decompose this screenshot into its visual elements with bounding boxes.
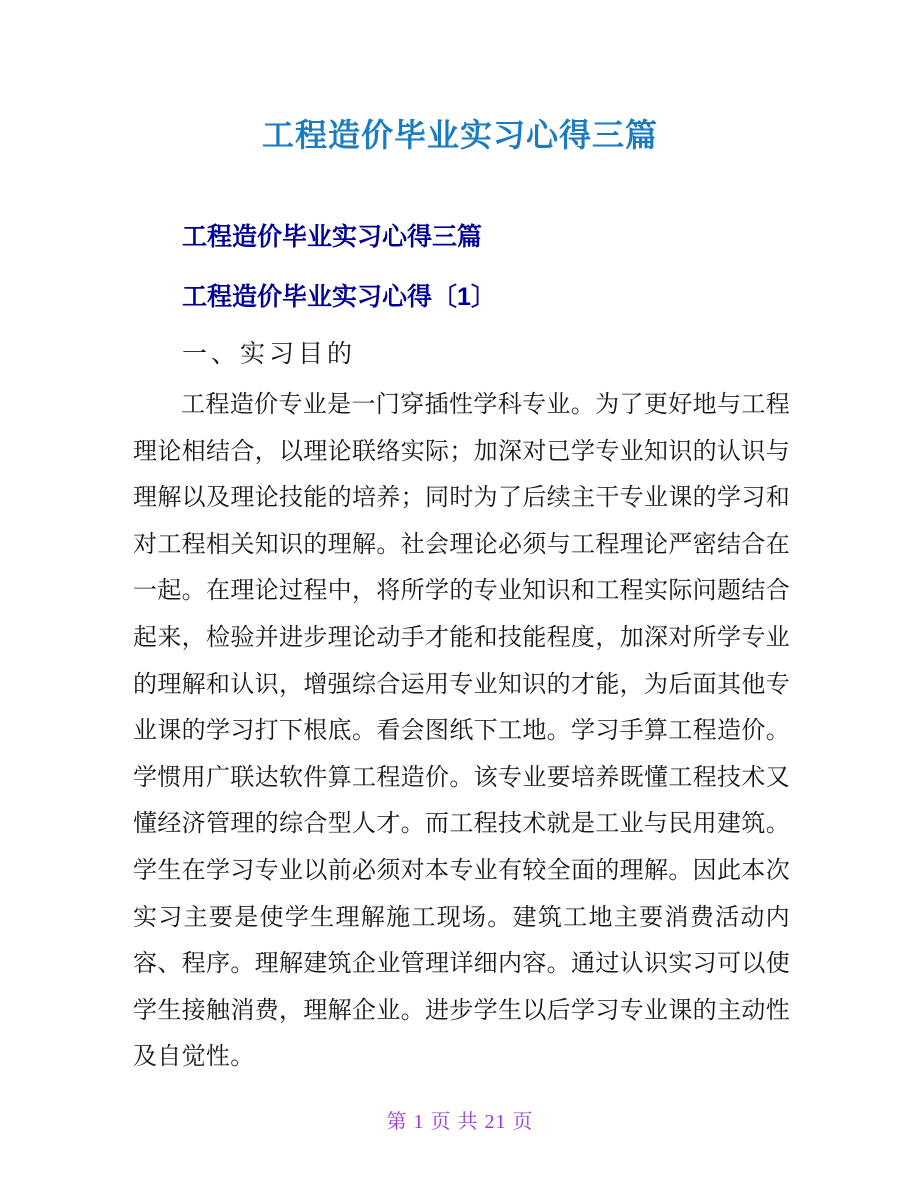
document-title: 工程造价毕业实习心得三篇: [261, 117, 658, 153]
heading-title-repeat: 工程造价毕业实习心得三篇: [182, 223, 483, 251]
document-body: [133, 221, 790, 1081]
heading-practice-purpose: 一、实习目的: [182, 339, 357, 368]
paragraph-practice-purpose: 工程造价专业是一门穿插性学科专业。为了更好地与工程理论相结合，以理论联络实际；加深对已学专业知识的认识与理解以及理论技能的培养；同时为了后续主干专业课的学习和对工程相关知识的理解。社会理论必须与工程理论严密结合在一起。在理论过程中，将所学的专业知识和工程实际问题结合起来，检验并进步理论动手才能和技能程度，加深对所学专业的理解和认识，增强综合运用专业知识的才能，为后面其他专业课的学习打下根底。看会图纸下工地。学习手算工程造价。学惯用广联达软件算工程造价。该专业要培养既懂工程技术又懂经济管理的综合型人才。而工程技术就是工业与民用建筑。学生在学习专业以前必须对本专业有较全面的理解。因此本次实习主要是使学生理解施工现场。建筑工地主要消费活动内容、程序。理解建筑企业管理详细内容。通过认识实习可以使学生接触消费，理解企业。进步学生以后学习专业课的主动性及自觉性。: [133, 392, 790, 1071]
heading-section-1: 工程造价毕业实习心得〔1〕: [182, 283, 496, 311]
page-number-indicator: 第 1 页 共 21 页: [386, 1111, 534, 1133]
page-footer: [0, 1107, 920, 1137]
